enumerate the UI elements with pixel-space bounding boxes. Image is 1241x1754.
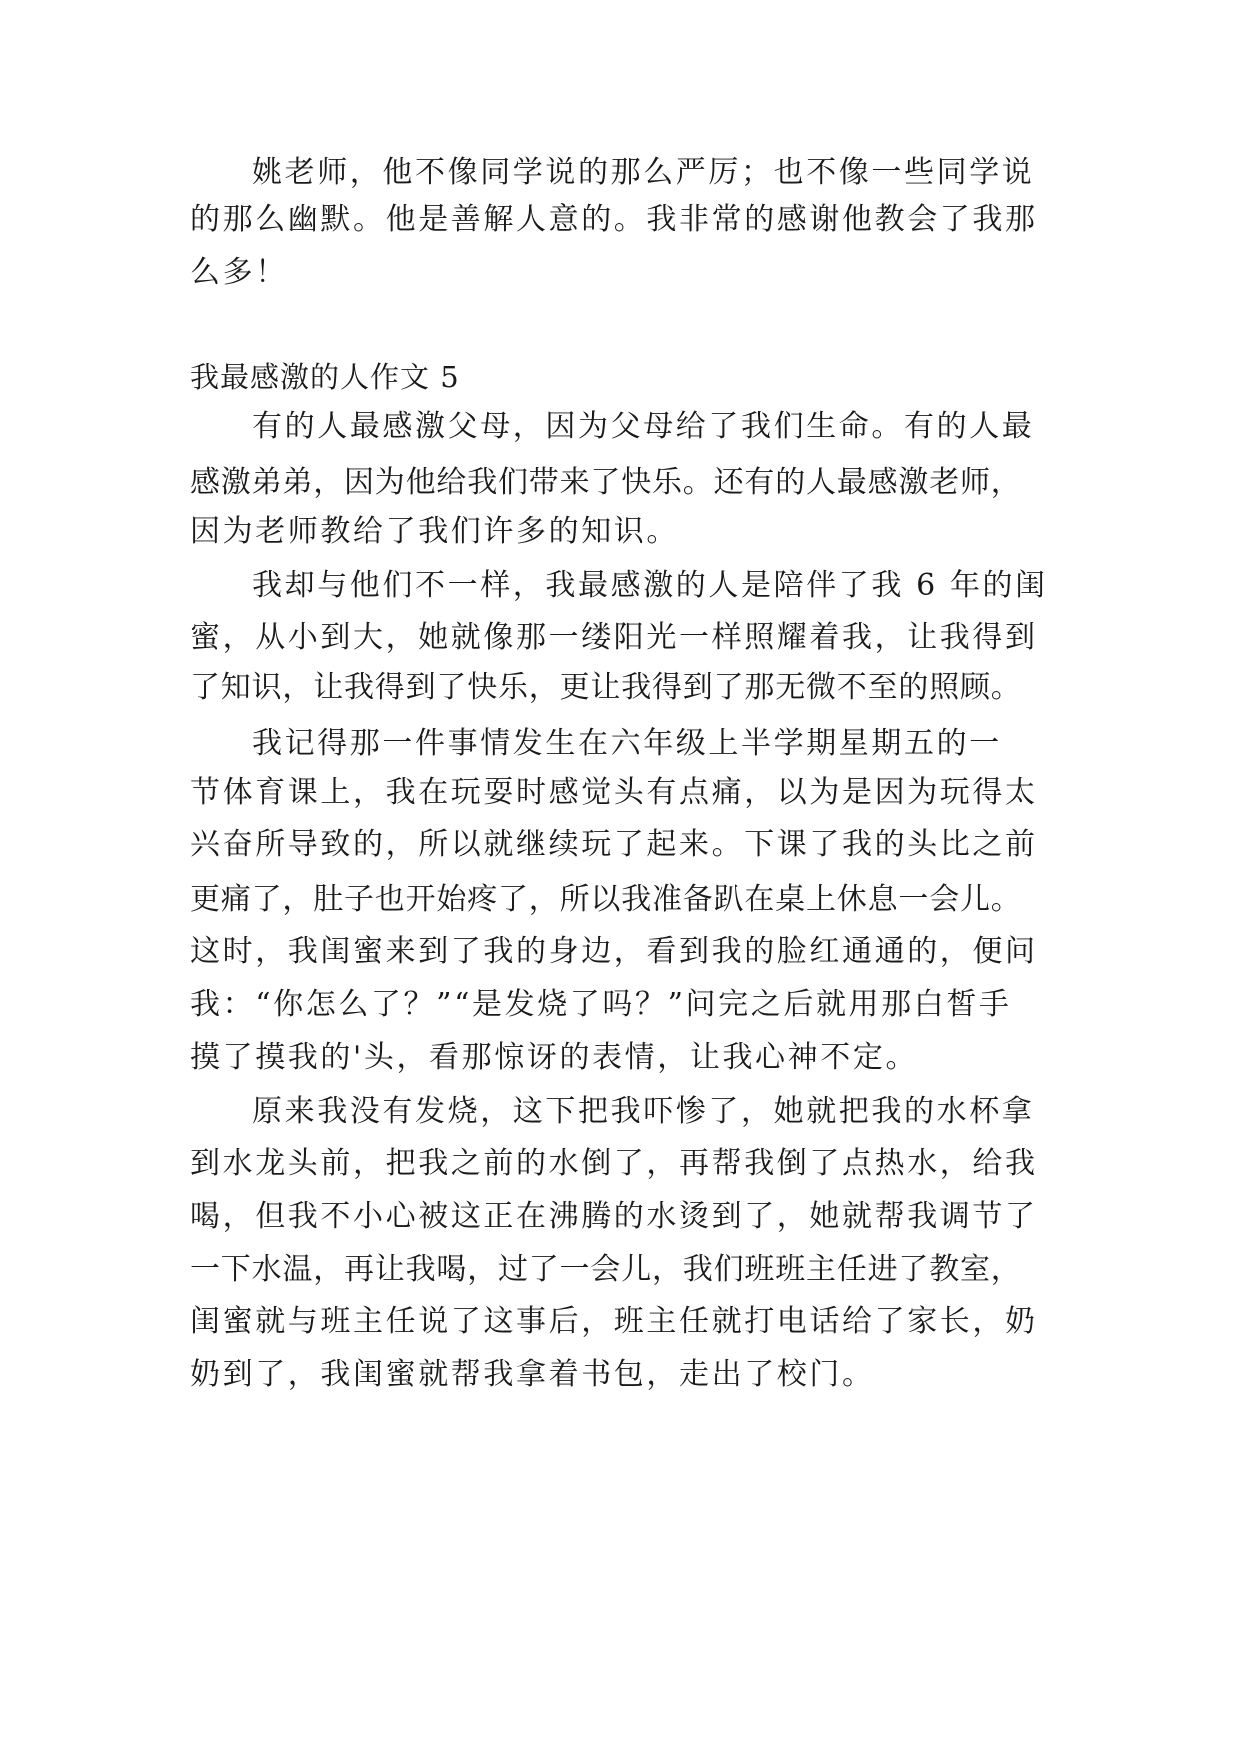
section-title: 我最感激的人作文 5 (190, 360, 460, 394)
paragraph-line: 因为老师教给了我们许多的知识。 (190, 514, 679, 549)
paragraph-line: 闺蜜就与班主任说了这事后，班主任就打电话给了家长，奶 (190, 1304, 1038, 1339)
paragraph-line: 一下水温，再让我喝，过了一会儿，我们班班主任进了教室， (190, 1252, 1022, 1287)
paragraph-line: 的那么幽默。他是善解人意的。我非常的感谢他教会了我那 (190, 202, 1038, 237)
paragraph-line: 姚老师，他不像同学说的那么严厉；也不像一些同学说 (252, 155, 1035, 190)
paragraph-line: 有的人最感激父母，因为父母给了我们生命。有的人最 (252, 409, 1035, 444)
paragraph-line: 摸了摸我的'头，看那惊讶的表情，让我心神不定。 (190, 1040, 919, 1075)
paragraph-line: 蜜，从小到大，她就像那一缕阳光一样照耀着我，让我得到 (190, 620, 1038, 655)
paragraph-line: 奶到了，我闺蜜就帮我拿着书包，走出了校门。 (190, 1357, 875, 1392)
paragraph-line: 感激弟弟，因为他给我们带来了快乐。还有的人最感激老师， (190, 465, 1022, 500)
paragraph-line: 我记得那一件事情发生在六年级上半学期星期五的一 (252, 726, 1002, 761)
paragraph-line: 这时，我闺蜜来到了我的身边，看到我的脸红通通的，便问 (190, 934, 1038, 969)
paragraph-line: 原来我没有发烧，这下把我吓惨了，她就把我的水杯拿 (252, 1094, 1035, 1129)
paragraph-line: 兴奋所导致的，所以就继续玩了起来。下课了我的头比之前 (190, 827, 1038, 862)
paragraph-line: 到水龙头前，把我之前的水倒了，再帮我倒了点热水，给我 (190, 1146, 1038, 1181)
paragraph-line: 喝，但我不小心被这正在沸腾的水烫到了，她就帮我调节了 (190, 1199, 1038, 1234)
paragraph-line: 么多！ (190, 255, 288, 290)
paragraph-line: 我却与他们不一样，我最感激的人是陪伴了我 6 年的闺 (252, 568, 1048, 603)
paragraph-line: 我：“你怎么了？”“是发烧了吗？”问完之后就用那白皙手 (190, 987, 1012, 1022)
paragraph-line: 节体育课上，我在玩耍时感觉头有点痛，以为是因为玩得太 (190, 775, 1038, 810)
paragraph-line: 更痛了，肚子也开始疼了，所以我准备趴在桌上休息一会儿。 (190, 882, 1022, 917)
paragraph-line: 了知识，让我得到了快乐，更让我得到了那无微不至的照顾。 (190, 670, 1022, 705)
